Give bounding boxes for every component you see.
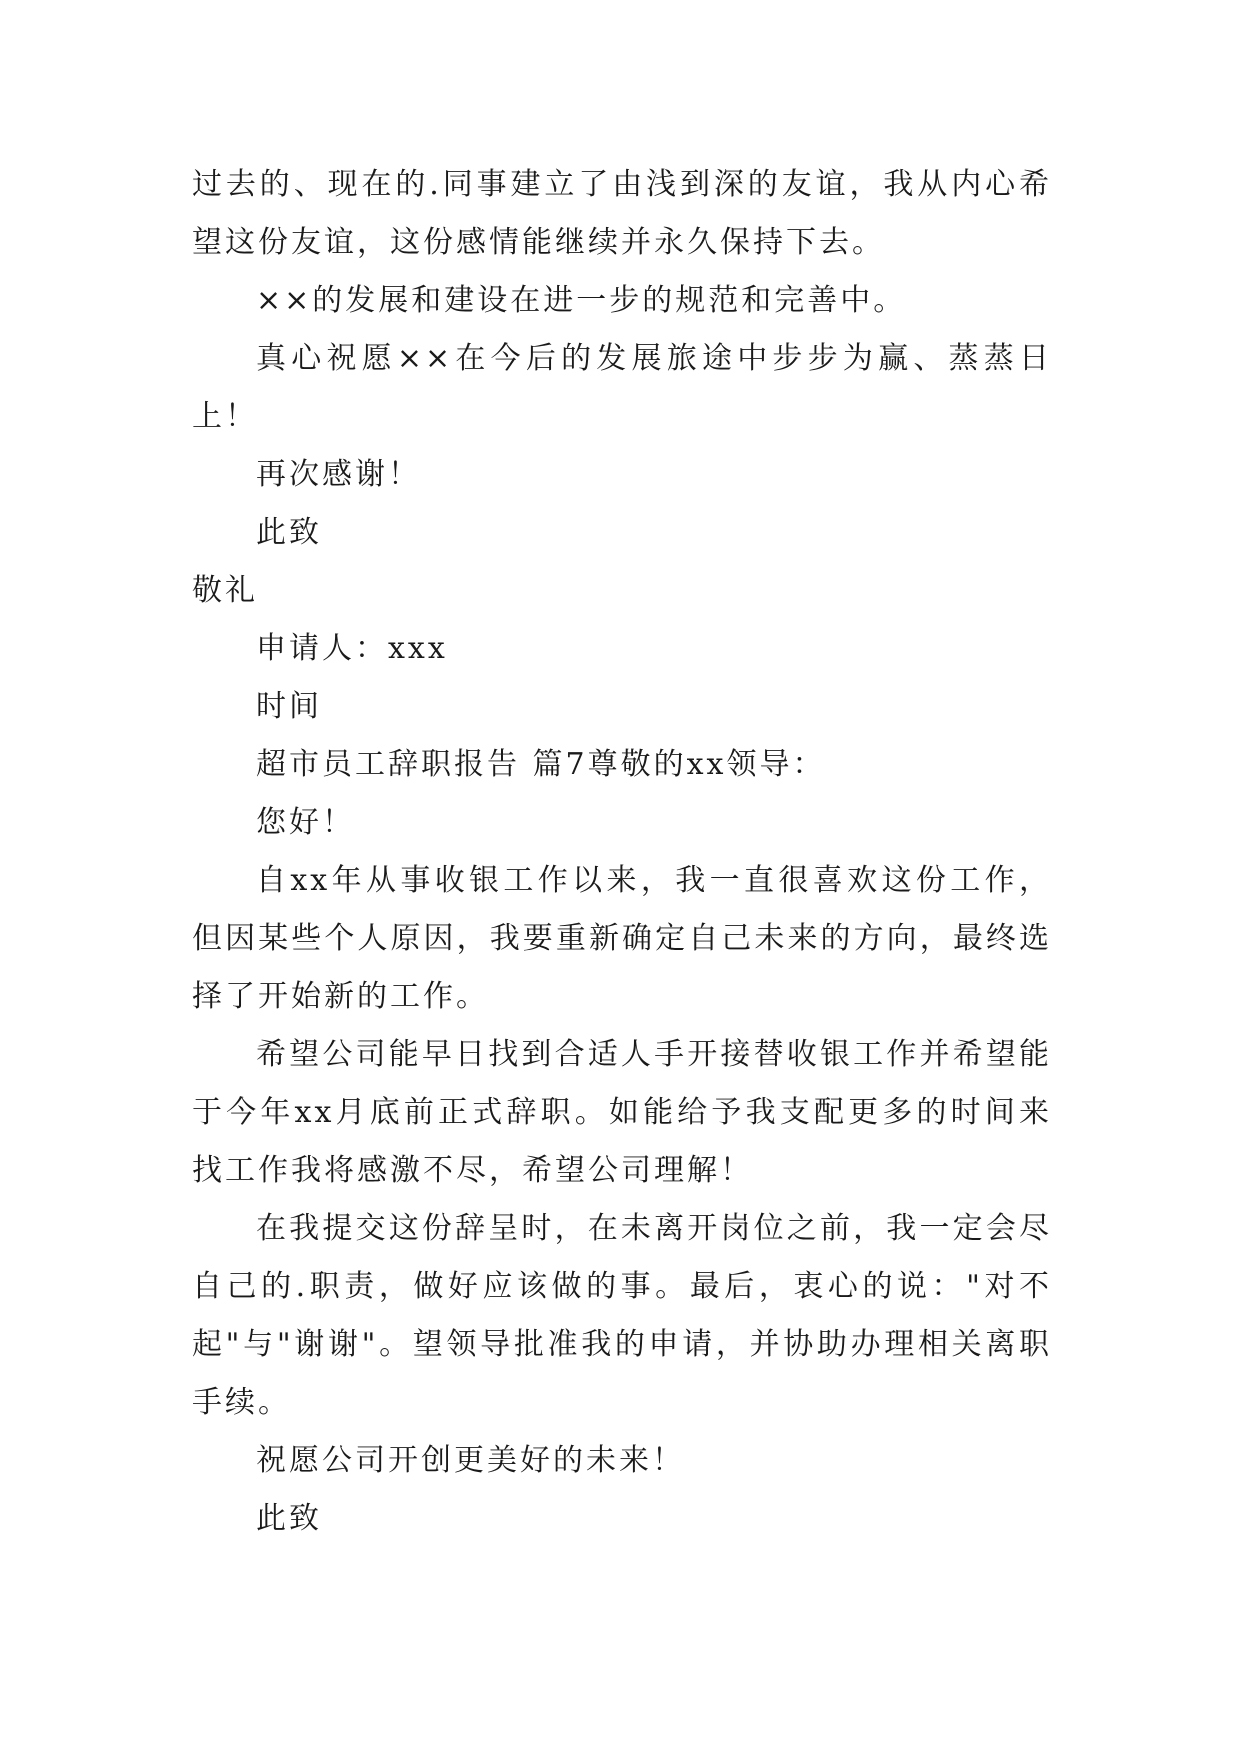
paragraph-thanks-again: 再次感谢！ [256,457,421,492]
date-line: 时间 [256,689,322,724]
greeting: 您好！ [256,805,355,840]
applicant-line: 申请人：xxx [256,631,448,666]
paragraph-submission: 在我提交这份辞呈时，在未离开岗位之前，我一定会尽自己的.职责，做好应该做的事。最后，衷心的说："对不起"与"谢谢"。望领导批准我的申请，并协助办理相关离职手续。 [192,1211,1052,1420]
paragraph-friendship: 过去的、现在的.同事建立了由浅到深的友谊，我从内心希望这份友谊，这份感情能继续并永久保持下去。 [192,167,1052,260]
paragraph-replacement: 希望公司能早日找到合适人手开接替收银工作并希望能于今年xx月底前正式辞职。如能给予我支配更多的时间来找工作我将感激不尽，希望公司理解！ [192,1037,1052,1188]
closing-jingli: 敬礼 [192,573,258,608]
closing-cizhi: 此致 [256,515,322,550]
paragraph-cashier-work: 自xx年从事收银工作以来，我一直很喜欢这份工作，但因某些个人原因，我要重新确定自己未来的方向，最终选择了开始新的工作。 [192,863,1052,1014]
section-heading-salutation: 超市员工辞职报告 篇7尊敬的xx领导： [256,747,826,782]
paragraph-development: ××的发展和建设在进一步的规范和完善中。 [256,283,907,318]
paragraph-company-wish: 祝愿公司开创更美好的未来！ [256,1443,685,1478]
document-body [192,156,1052,1548]
paragraph-wishes: 真心祝愿××在今后的发展旅途中步步为赢、蒸蒸日上！ [192,341,1052,434]
closing-cizhi-2: 此致 [256,1501,322,1536]
